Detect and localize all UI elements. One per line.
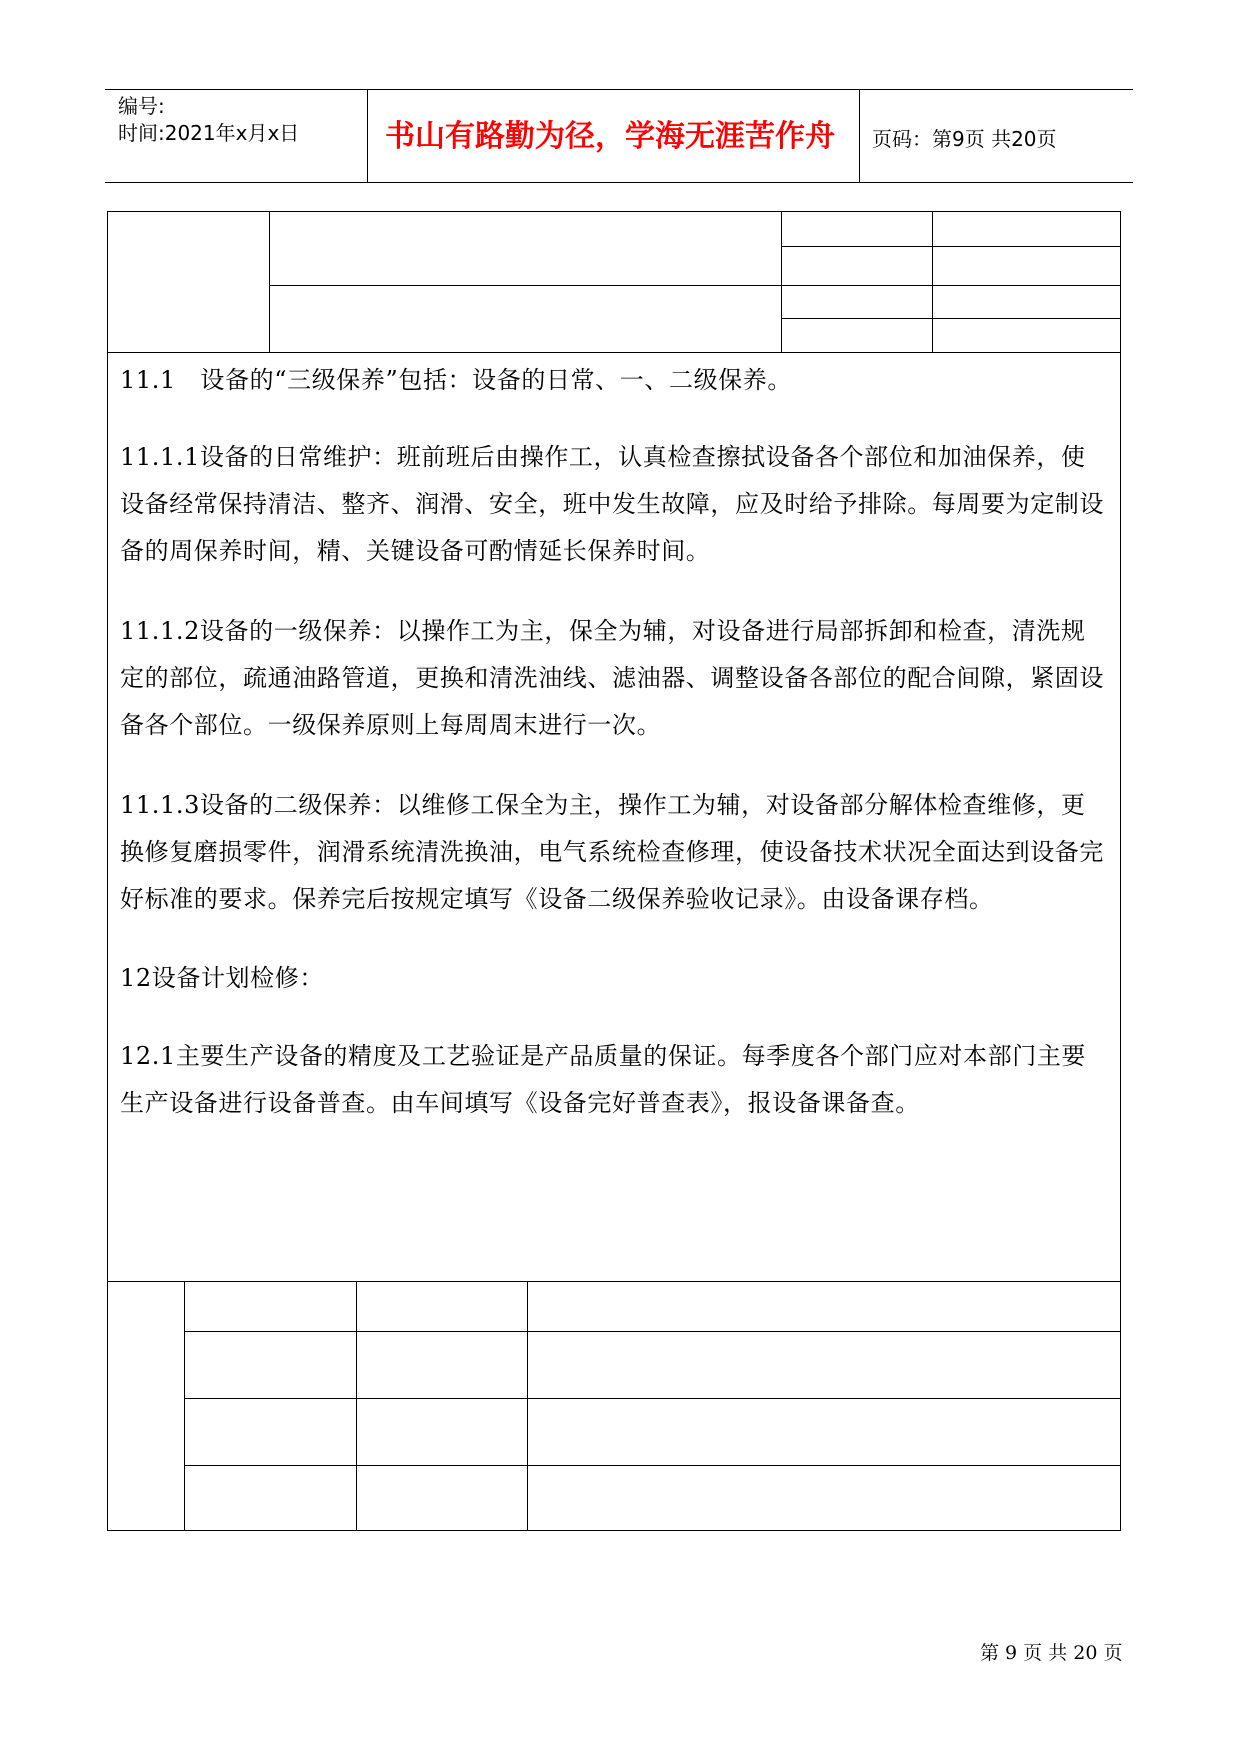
top-mid-row-rule (269, 285, 781, 286)
motto-banner: 书山有路勤为径，学海无涯苦作舟 (385, 119, 835, 154)
top-right-row-rule-2 (781, 285, 1121, 286)
header-divider-left (367, 89, 368, 183)
doc-number-label: 编号: (118, 94, 165, 118)
header-bottom-rule (105, 182, 1133, 183)
paragraph-11-1-2: 11.1.2设备的一级保养：以操作工为主，保全为辅，对设备进行局部拆卸和检查，清洗规定的部位，疏通油路管道，更换和清洗油线、滤油器、调整设备各部位的配合间隙，紧固设备各个部位。一级保养原则上每周周末进行一次。 (120, 617, 1104, 739)
top-section-bottom-rule (107, 352, 1121, 353)
header-top-rule (105, 89, 1133, 90)
bottom-row-rule-3 (184, 1465, 1121, 1466)
header-divider-right (859, 89, 860, 183)
page-footer: 第 9 页 共 20 页 (980, 1642, 1123, 1664)
top-col-divider-2 (781, 211, 782, 352)
top-right-row-rule-3 (781, 318, 1121, 319)
bottom-col-divider-1 (184, 1281, 185, 1531)
bottom-row-rule-1 (184, 1331, 1121, 1332)
top-col-divider-1 (269, 211, 270, 352)
doc-time-label: 时间:2021年x月x日 (118, 121, 300, 145)
paragraph-12: 12设备计划检修： (120, 964, 324, 992)
top-col-divider-3 (932, 211, 933, 352)
paragraph-11-1-1: 11.1.1设备的日常维护：班前班后由操作工，认真检查擦拭设备各个部位和加油保养，使设备经常保持清洁、整齐、润滑、安全，班中发生故障，应及时给予排除。每周要为定制设备的周保养时间，精、关键设备可酌情延长保养时间。 (120, 443, 1104, 565)
paragraph-11-1: 11.1 设备的“三级保养”包括：设备的日常、一、二级保养。 (120, 366, 792, 394)
bottom-col-divider-2 (356, 1281, 357, 1531)
top-right-row-rule-1 (781, 246, 1121, 247)
bottom-col-divider-3 (527, 1281, 528, 1531)
paragraph-12-1: 12.1主要生产设备的精度及工艺验证是产品质量的保证。每季度各个部门应对本部门主要生产设备进行设备普查。由车间填写《设备完好普查表》，报设备课备查。 (120, 1042, 1087, 1117)
bottom-section-top-rule (107, 1281, 1121, 1282)
paragraph-11-1-3: 11.1.3设备的二级保养：以维修工保全为主，操作工为辅，对设备部分解体检查维修，更换修复磨损零件，润滑系统清洗换油，电气系统检查修理，使设备技术状况全面达到设备完好标准的要求。保养完后按规定填写《设备二级保养验收记录》。由设备课存档。 (120, 791, 1104, 913)
page-number-label: 页码：第9页 共20页 (872, 127, 1057, 151)
bottom-row-rule-2 (184, 1398, 1121, 1399)
